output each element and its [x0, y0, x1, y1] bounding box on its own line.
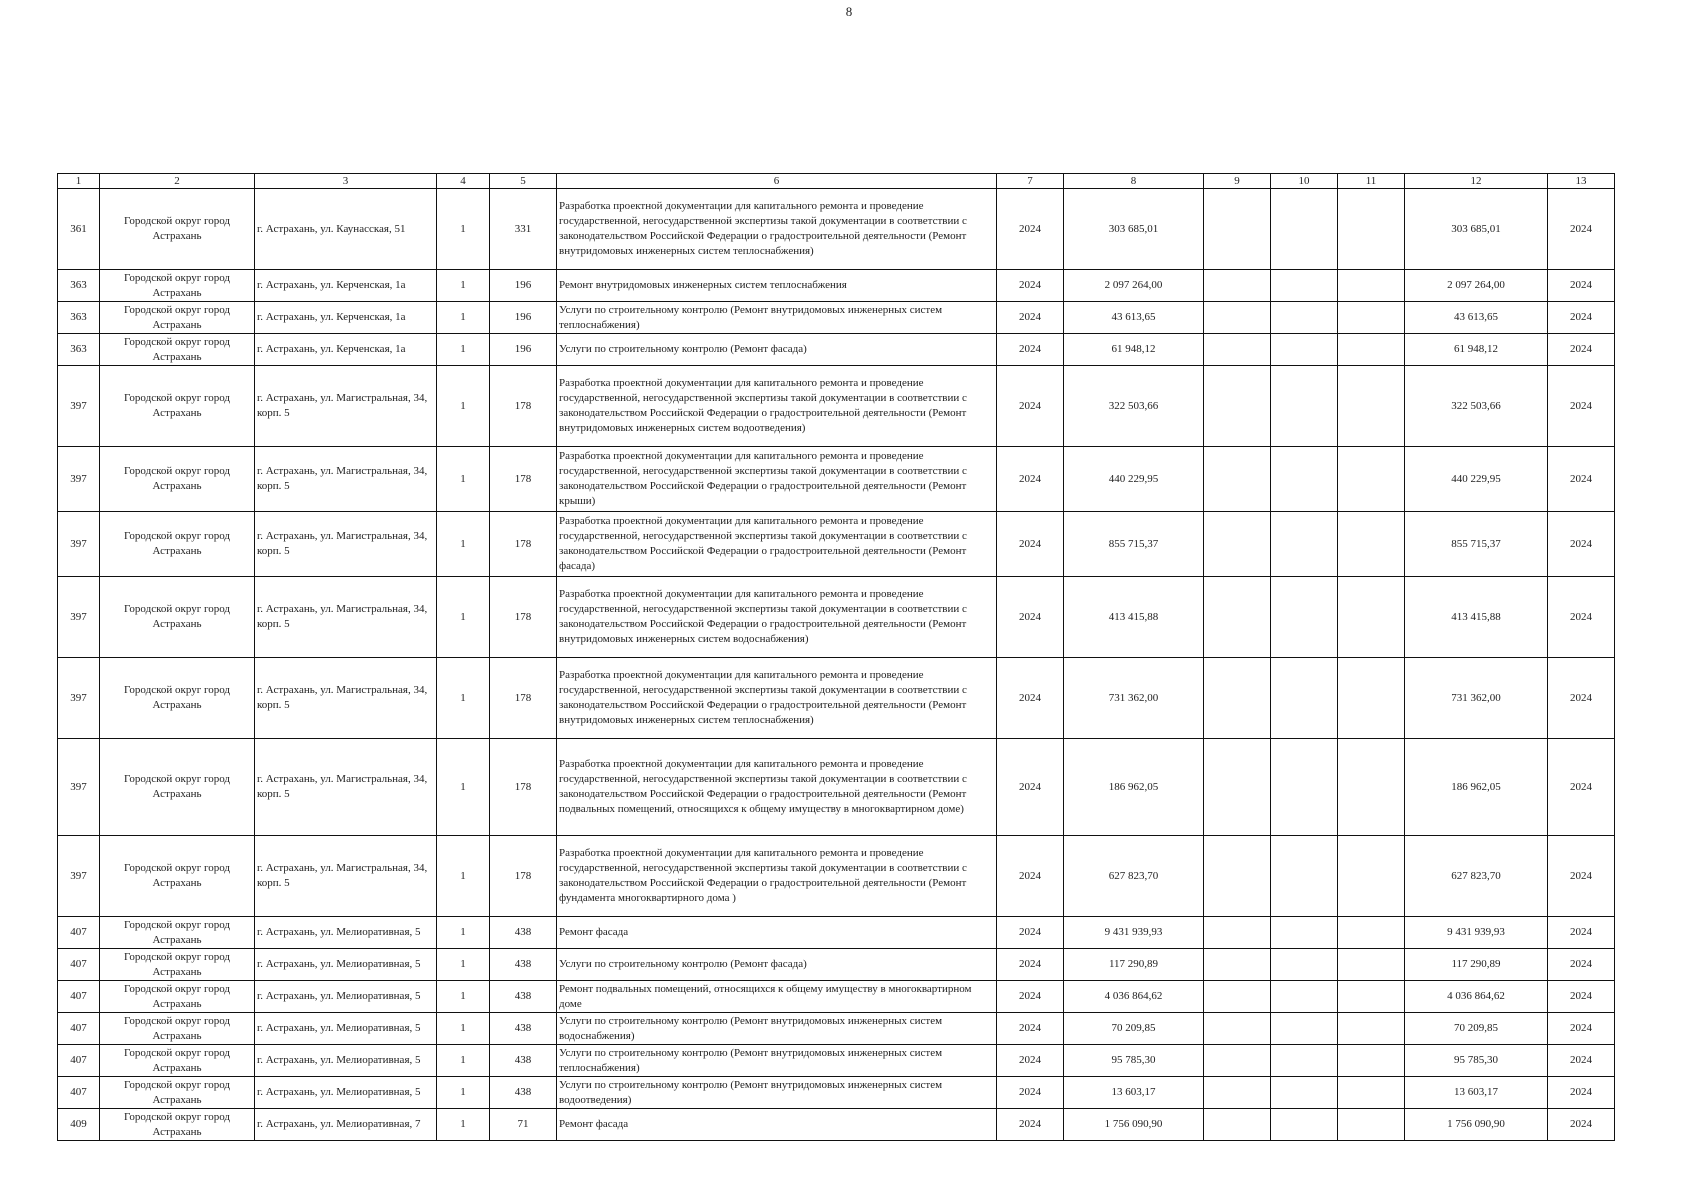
cell-row-number: 397	[58, 447, 100, 512]
column-header: 11	[1338, 174, 1405, 189]
cell-col-4: 1	[437, 189, 490, 270]
column-header: 6	[557, 174, 997, 189]
cell-row-number: 397	[58, 739, 100, 836]
cell-row-number: 397	[58, 366, 100, 447]
cell-col-13: 2024	[1548, 577, 1615, 658]
cell-col-9	[1204, 739, 1271, 836]
cell-col-11	[1338, 334, 1405, 366]
cell-col-13: 2024	[1548, 366, 1615, 447]
cell-municipality: Городской округ город Астрахань	[100, 981, 255, 1013]
cell-municipality: Городской округ город Астрахань	[100, 447, 255, 512]
page-number: 8	[845, 4, 853, 19]
cell-municipality: Городской округ город Астрахань	[100, 1045, 255, 1077]
column-header: 3	[255, 174, 437, 189]
cell-work-type: Разработка проектной документации для капитального ремонта и проведение государственной, негосударственной экспертизы такой документации в соответствии с законодательством Российской Федерации о градостроительной деятельности (Ремонт подвальных помещений, относящихся к общему имуществу в многоквартирном доме)	[557, 739, 997, 836]
cell-address: г. Астрахань, ул. Каунасская, 51	[255, 189, 437, 270]
cell-cost: 61 948,12	[1064, 334, 1204, 366]
cell-address: г. Астрахань, ул. Керченская, 1а	[255, 302, 437, 334]
table-row	[58, 1109, 1615, 1141]
cell-col-12: 440 229,95	[1405, 447, 1548, 512]
table-row	[58, 739, 1615, 836]
column-header: 2	[100, 174, 255, 189]
cell-col-11	[1338, 189, 1405, 270]
cell-col-4: 1	[437, 1109, 490, 1141]
cell-municipality: Городской округ город Астрахань	[100, 334, 255, 366]
cell-col-9	[1204, 577, 1271, 658]
cell-row-number: 397	[58, 512, 100, 577]
cell-col-11	[1338, 836, 1405, 917]
cell-col-10	[1271, 949, 1338, 981]
cell-col-10	[1271, 577, 1338, 658]
cell-work-type: Услуги по строительному контролю (Ремонт фасада)	[557, 949, 997, 981]
cell-municipality: Городской округ город Астрахань	[100, 512, 255, 577]
cell-cost: 855 715,37	[1064, 512, 1204, 577]
cell-col-10	[1271, 512, 1338, 577]
cell-col-11	[1338, 739, 1405, 836]
cell-cost: 1 756 090,90	[1064, 1109, 1204, 1141]
cell-work-type: Услуги по строительному контролю (Ремонт внутридомовых инженерных систем теплоснабжения)	[557, 1045, 997, 1077]
cell-col-9	[1204, 366, 1271, 447]
table-body	[58, 189, 1615, 1141]
cell-col-5: 438	[490, 949, 557, 981]
cell-work-type: Ремонт фасада	[557, 1109, 997, 1141]
cell-col-12: 2 097 264,00	[1405, 270, 1548, 302]
cell-col-10	[1271, 189, 1338, 270]
cell-cost: 4 036 864,62	[1064, 981, 1204, 1013]
cell-col-10	[1271, 739, 1338, 836]
cell-col-4: 1	[437, 1077, 490, 1109]
cell-col-11	[1338, 270, 1405, 302]
cell-col-13: 2024	[1548, 270, 1615, 302]
cell-col-10	[1271, 658, 1338, 739]
cell-col-13: 2024	[1548, 949, 1615, 981]
cell-row-number: 363	[58, 302, 100, 334]
cell-address: г. Астрахань, ул. Магистральная, 34, корп. 5	[255, 739, 437, 836]
cell-work-type: Разработка проектной документации для капитального ремонта и проведение государственной, негосударственной экспертизы такой документации в соответствии с законодательством Российской Федерации о градостроительной деятельности (Ремонт крыши)	[557, 447, 997, 512]
cell-cost: 13 603,17	[1064, 1077, 1204, 1109]
cell-row-number: 407	[58, 917, 100, 949]
cell-col-13: 2024	[1548, 658, 1615, 739]
cell-col-12: 13 603,17	[1405, 1077, 1548, 1109]
cell-municipality: Городской округ город Астрахань	[100, 917, 255, 949]
cell-col-4: 1	[437, 981, 490, 1013]
cell-col-10	[1271, 302, 1338, 334]
cell-address: г. Астрахань, ул. Магистральная, 34, корп. 5	[255, 658, 437, 739]
cell-cost: 627 823,70	[1064, 836, 1204, 917]
cell-cost: 95 785,30	[1064, 1045, 1204, 1077]
cell-address: г. Астрахань, ул. Мелиоративная, 5	[255, 1045, 437, 1077]
cell-cost: 117 290,89	[1064, 949, 1204, 981]
table-row	[58, 577, 1615, 658]
cell-municipality: Городской округ город Астрахань	[100, 577, 255, 658]
cell-col-11	[1338, 1077, 1405, 1109]
cell-col-10	[1271, 1045, 1338, 1077]
cell-year: 2024	[997, 658, 1064, 739]
cell-col-10	[1271, 1077, 1338, 1109]
table-row	[58, 512, 1615, 577]
cell-year: 2024	[997, 917, 1064, 949]
cell-col-4: 1	[437, 917, 490, 949]
table-row	[58, 447, 1615, 512]
cell-year: 2024	[997, 366, 1064, 447]
cell-year: 2024	[997, 1045, 1064, 1077]
cell-work-type: Разработка проектной документации для капитального ремонта и проведение государственной, негосударственной экспертизы такой документации в соответствии с законодательством Российской Федерации о градостроительной деятельности (Ремонт внутридомовых инженерных систем теплоснабжения)	[557, 658, 997, 739]
cell-col-10	[1271, 1109, 1338, 1141]
cell-municipality: Городской округ город Астрахань	[100, 949, 255, 981]
cell-col-12: 627 823,70	[1405, 836, 1548, 917]
cell-col-11	[1338, 1045, 1405, 1077]
cell-col-9	[1204, 302, 1271, 334]
cell-col-5: 178	[490, 658, 557, 739]
cell-col-13: 2024	[1548, 981, 1615, 1013]
cell-cost: 440 229,95	[1064, 447, 1204, 512]
table-row	[58, 949, 1615, 981]
cell-col-5: 438	[490, 981, 557, 1013]
table-row	[58, 1013, 1615, 1045]
cell-col-12: 9 431 939,93	[1405, 917, 1548, 949]
cell-col-4: 1	[437, 447, 490, 512]
cell-col-13: 2024	[1548, 447, 1615, 512]
cell-col-10	[1271, 270, 1338, 302]
cell-cost: 186 962,05	[1064, 739, 1204, 836]
cell-col-9	[1204, 270, 1271, 302]
cell-col-12: 4 036 864,62	[1405, 981, 1548, 1013]
cell-cost: 70 209,85	[1064, 1013, 1204, 1045]
cell-row-number: 409	[58, 1109, 100, 1141]
cell-col-10	[1271, 917, 1338, 949]
capital-repair-table	[57, 173, 1615, 1141]
cell-col-12: 186 962,05	[1405, 739, 1548, 836]
cell-col-4: 1	[437, 270, 490, 302]
cell-work-type: Услуги по строительному контролю (Ремонт фасада)	[557, 334, 997, 366]
column-header: 7	[997, 174, 1064, 189]
cell-municipality: Городской округ город Астрахань	[100, 1109, 255, 1141]
cell-col-10	[1271, 447, 1338, 512]
cell-col-5: 438	[490, 917, 557, 949]
cell-col-5: 196	[490, 334, 557, 366]
cell-year: 2024	[997, 1077, 1064, 1109]
cell-col-5: 438	[490, 1045, 557, 1077]
cell-municipality: Городской округ город Астрахань	[100, 1077, 255, 1109]
cell-col-4: 1	[437, 366, 490, 447]
cell-address: г. Астрахань, ул. Магистральная, 34, корп. 5	[255, 836, 437, 917]
cell-col-13: 2024	[1548, 1045, 1615, 1077]
cell-row-number: 397	[58, 658, 100, 739]
cell-col-9	[1204, 447, 1271, 512]
cell-col-12: 413 415,88	[1405, 577, 1548, 658]
cell-col-4: 1	[437, 512, 490, 577]
cell-col-4: 1	[437, 949, 490, 981]
cell-col-12: 61 948,12	[1405, 334, 1548, 366]
column-header: 10	[1271, 174, 1338, 189]
cell-col-10	[1271, 836, 1338, 917]
cell-year: 2024	[997, 447, 1064, 512]
cell-col-4: 1	[437, 1013, 490, 1045]
cell-col-11	[1338, 447, 1405, 512]
cell-col-11	[1338, 302, 1405, 334]
cell-row-number: 407	[58, 1077, 100, 1109]
cell-year: 2024	[997, 302, 1064, 334]
cell-address: г. Астрахань, ул. Магистральная, 34, корп. 5	[255, 577, 437, 658]
column-number-header-row	[58, 174, 1615, 189]
cell-col-9	[1204, 334, 1271, 366]
cell-cost: 322 503,66	[1064, 366, 1204, 447]
cell-col-11	[1338, 1013, 1405, 1045]
column-header: 13	[1548, 174, 1615, 189]
cell-col-12: 95 785,30	[1405, 1045, 1548, 1077]
cell-work-type: Разработка проектной документации для капитального ремонта и проведение государственной, негосударственной экспертизы такой документации в соответствии с законодательством Российской Федерации о градостроительной деятельности (Ремонт фасада)	[557, 512, 997, 577]
cell-col-11	[1338, 949, 1405, 981]
cell-row-number: 407	[58, 1045, 100, 1077]
cell-col-13: 2024	[1548, 917, 1615, 949]
cell-row-number: 363	[58, 334, 100, 366]
cell-col-5: 178	[490, 366, 557, 447]
table-row	[58, 334, 1615, 366]
cell-year: 2024	[997, 189, 1064, 270]
cell-address: г. Астрахань, ул. Магистральная, 34, корп. 5	[255, 447, 437, 512]
cell-cost: 2 097 264,00	[1064, 270, 1204, 302]
cell-col-12: 43 613,65	[1405, 302, 1548, 334]
cell-municipality: Городской округ город Астрахань	[100, 366, 255, 447]
cell-col-5: 438	[490, 1077, 557, 1109]
table-row	[58, 302, 1615, 334]
cell-col-12: 117 290,89	[1405, 949, 1548, 981]
cell-row-number: 407	[58, 949, 100, 981]
cell-col-5: 196	[490, 302, 557, 334]
cell-col-12: 855 715,37	[1405, 512, 1548, 577]
cell-col-5: 178	[490, 836, 557, 917]
cell-address: г. Астрахань, ул. Мелиоративная, 5	[255, 981, 437, 1013]
cell-row-number: 363	[58, 270, 100, 302]
cell-address: г. Астрахань, ул. Магистральная, 34, корп. 5	[255, 366, 437, 447]
cell-col-9	[1204, 1013, 1271, 1045]
cell-year: 2024	[997, 512, 1064, 577]
cell-row-number: 397	[58, 577, 100, 658]
cell-cost: 413 415,88	[1064, 577, 1204, 658]
cell-col-13: 2024	[1548, 512, 1615, 577]
cell-address: г. Астрахань, ул. Мелиоративная, 5	[255, 917, 437, 949]
cell-address: г. Астрахань, ул. Мелиоративная, 5	[255, 1077, 437, 1109]
cell-col-9	[1204, 189, 1271, 270]
table-row	[58, 1045, 1615, 1077]
table-row	[58, 189, 1615, 270]
cell-col-4: 1	[437, 658, 490, 739]
cell-col-9	[1204, 1109, 1271, 1141]
cell-cost: 9 431 939,93	[1064, 917, 1204, 949]
cell-col-9	[1204, 981, 1271, 1013]
cell-address: г. Астрахань, ул. Мелиоративная, 5	[255, 1013, 437, 1045]
cell-col-5: 196	[490, 270, 557, 302]
cell-year: 2024	[997, 949, 1064, 981]
cell-year: 2024	[997, 334, 1064, 366]
cell-col-11	[1338, 658, 1405, 739]
cell-year: 2024	[997, 577, 1064, 658]
cell-cost: 43 613,65	[1064, 302, 1204, 334]
cell-col-13: 2024	[1548, 302, 1615, 334]
cell-col-5: 178	[490, 512, 557, 577]
cell-col-10	[1271, 1013, 1338, 1045]
cell-col-11	[1338, 577, 1405, 658]
cell-work-type: Ремонт подвальных помещений, относящихся к общему имуществу в многоквартирном доме	[557, 981, 997, 1013]
table-row	[58, 658, 1615, 739]
cell-work-type: Разработка проектной документации для капитального ремонта и проведение государственной, негосударственной экспертизы такой документации в соответствии с законодательством Российской Федерации о градостроительной деятельности (Ремонт внутридомовых инженерных систем теплоснабжения)	[557, 189, 997, 270]
cell-year: 2024	[997, 981, 1064, 1013]
cell-work-type: Ремонт внутридомовых инженерных систем теплоснабжения	[557, 270, 997, 302]
cell-row-number: 407	[58, 1013, 100, 1045]
cell-work-type: Услуги по строительному контролю (Ремонт внутридомовых инженерных систем водоснабжения)	[557, 1013, 997, 1045]
cell-municipality: Городской округ город Астрахань	[100, 739, 255, 836]
cell-row-number: 397	[58, 836, 100, 917]
cell-col-4: 1	[437, 577, 490, 658]
cell-col-11	[1338, 1109, 1405, 1141]
table-row	[58, 981, 1615, 1013]
table-row	[58, 270, 1615, 302]
cell-address: г. Астрахань, ул. Керченская, 1а	[255, 334, 437, 366]
cell-col-4: 1	[437, 739, 490, 836]
cell-work-type: Ремонт фасада	[557, 917, 997, 949]
cell-col-5: 178	[490, 447, 557, 512]
cell-address: г. Астрахань, ул. Керченская, 1а	[255, 270, 437, 302]
cell-col-5: 71	[490, 1109, 557, 1141]
cell-work-type: Разработка проектной документации для капитального ремонта и проведение государственной, негосударственной экспертизы такой документации в соответствии с законодательством Российской Федерации о градостроительной деятельности (Ремонт фундамента многоквартирного дома )	[557, 836, 997, 917]
cell-col-11	[1338, 366, 1405, 447]
table-row	[58, 366, 1615, 447]
cell-row-number: 407	[58, 981, 100, 1013]
cell-col-13: 2024	[1548, 334, 1615, 366]
cell-col-5: 178	[490, 739, 557, 836]
cell-col-11	[1338, 917, 1405, 949]
cell-col-13: 2024	[1548, 189, 1615, 270]
cell-col-13: 2024	[1548, 1013, 1615, 1045]
cell-address: г. Астрахань, ул. Мелиоративная, 5	[255, 949, 437, 981]
cell-work-type: Услуги по строительному контролю (Ремонт внутридомовых инженерных систем теплоснабжения)	[557, 302, 997, 334]
cell-col-9	[1204, 949, 1271, 981]
cell-col-13: 2024	[1548, 739, 1615, 836]
column-header: 12	[1405, 174, 1548, 189]
cell-col-9	[1204, 836, 1271, 917]
column-header: 1	[58, 174, 100, 189]
cell-col-4: 1	[437, 1045, 490, 1077]
cell-col-11	[1338, 981, 1405, 1013]
cell-year: 2024	[997, 739, 1064, 836]
table-row	[58, 836, 1615, 917]
cell-col-5: 438	[490, 1013, 557, 1045]
cell-col-9	[1204, 917, 1271, 949]
cell-col-12: 1 756 090,90	[1405, 1109, 1548, 1141]
table-row	[58, 1077, 1615, 1109]
cell-col-12: 70 209,85	[1405, 1013, 1548, 1045]
cell-col-9	[1204, 1077, 1271, 1109]
cell-municipality: Городской округ город Астрахань	[100, 270, 255, 302]
column-header: 8	[1064, 174, 1204, 189]
cell-col-13: 2024	[1548, 836, 1615, 917]
cell-col-12: 731 362,00	[1405, 658, 1548, 739]
cell-col-13: 2024	[1548, 1109, 1615, 1141]
cell-municipality: Городской округ город Астрахань	[100, 836, 255, 917]
cell-municipality: Городской округ город Астрахань	[100, 302, 255, 334]
cell-col-9	[1204, 1045, 1271, 1077]
cell-col-13: 2024	[1548, 1077, 1615, 1109]
cell-year: 2024	[997, 836, 1064, 917]
cell-municipality: Городской округ город Астрахань	[100, 658, 255, 739]
cell-year: 2024	[997, 1013, 1064, 1045]
cell-row-number: 361	[58, 189, 100, 270]
column-header: 4	[437, 174, 490, 189]
cell-col-10	[1271, 981, 1338, 1013]
cell-col-9	[1204, 512, 1271, 577]
cell-col-4: 1	[437, 302, 490, 334]
cell-col-10	[1271, 334, 1338, 366]
cell-work-type: Разработка проектной документации для капитального ремонта и проведение государственной, негосударственной экспертизы такой документации в соответствии с законодательством Российской Федерации о градостроительной деятельности (Ремонт внутридомовых инженерных систем водоснабжения)	[557, 577, 997, 658]
cell-work-type: Разработка проектной документации для капитального ремонта и проведение государственной, негосударственной экспертизы такой документации в соответствии с законодательством Российской Федерации о градостроительной деятельности (Ремонт внутридомовых инженерных систем водоотведения)	[557, 366, 997, 447]
column-header: 5	[490, 174, 557, 189]
cell-col-5: 331	[490, 189, 557, 270]
cell-address: г. Астрахань, ул. Мелиоративная, 7	[255, 1109, 437, 1141]
cell-municipality: Городской округ город Астрахань	[100, 189, 255, 270]
cell-col-11	[1338, 512, 1405, 577]
cell-year: 2024	[997, 270, 1064, 302]
column-header: 9	[1204, 174, 1271, 189]
cell-address: г. Астрахань, ул. Магистральная, 34, корп. 5	[255, 512, 437, 577]
table-row	[58, 917, 1615, 949]
cell-col-10	[1271, 366, 1338, 447]
cell-col-12: 303 685,01	[1405, 189, 1548, 270]
cell-year: 2024	[997, 1109, 1064, 1141]
cell-col-4: 1	[437, 836, 490, 917]
cell-cost: 303 685,01	[1064, 189, 1204, 270]
cell-col-5: 178	[490, 577, 557, 658]
cell-municipality: Городской округ город Астрахань	[100, 1013, 255, 1045]
cell-cost: 731 362,00	[1064, 658, 1204, 739]
cell-col-4: 1	[437, 334, 490, 366]
cell-work-type: Услуги по строительному контролю (Ремонт внутридомовых инженерных систем водоотведения)	[557, 1077, 997, 1109]
cell-col-9	[1204, 658, 1271, 739]
cell-col-12: 322 503,66	[1405, 366, 1548, 447]
